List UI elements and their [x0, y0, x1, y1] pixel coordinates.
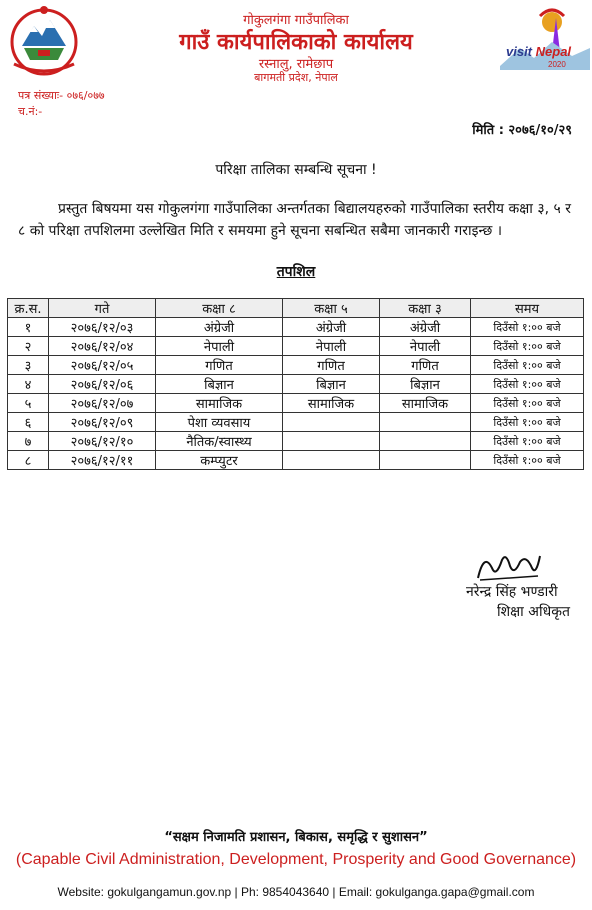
- cell-sn: ७: [8, 432, 49, 451]
- cell-class-8: सामाजिक: [156, 394, 283, 413]
- cell-class-8: नैतिक/स्वास्थ्य: [156, 432, 283, 451]
- cell-class-3: [380, 451, 471, 470]
- signatory-post: शिक्षा अधिकृत: [497, 604, 570, 620]
- cell-class-3: [380, 432, 471, 451]
- cell-time: दिउँसो १:०० बजे: [471, 451, 584, 470]
- cell-class-5: सामाजिक: [283, 394, 380, 413]
- cell-class-5: बिज्ञान: [283, 375, 380, 394]
- cell-class-5: [283, 451, 380, 470]
- cell-date: २०७६/१२/११: [49, 451, 156, 470]
- letter-date: मिति : २०७६/१०/२९: [472, 123, 572, 138]
- cell-date: २०७६/१२/०७: [49, 394, 156, 413]
- cell-date: २०७६/१२/०५: [49, 356, 156, 375]
- header-sn: क्र.स.: [8, 299, 49, 318]
- exam-schedule-table: [7, 298, 584, 470]
- cell-time: दिउँसो १:०० बजे: [471, 318, 584, 337]
- header-date: गते: [49, 299, 156, 318]
- notice-body: प्रस्तुत बिषयमा यस गोकुलगंगा गाउँपालिका अन्तर्गतका बिद्यालयहरुको गाउँपालिका स्तरीय कक्षा ३, ५ र ८ को परिक्षा तपशिलमा उल्लेखित मिति र समयमा हुने सूचना सबन्धित सबैमा जानकारी गराइन्छ ।: [18, 201, 571, 239]
- cell-time: दिउँसो १:०० बजे: [471, 375, 584, 394]
- cell-sn: ४: [8, 375, 49, 394]
- cell-time: दिउँसो १:०० बजे: [471, 413, 584, 432]
- cell-date: २०७६/१२/१०: [49, 432, 156, 451]
- cell-class-8: कम्प्युटर: [156, 451, 283, 470]
- header-class-5: कक्षा ५: [283, 299, 380, 318]
- header-time: समय: [471, 299, 584, 318]
- table-row: [8, 375, 584, 394]
- cell-class-5: गणित: [283, 356, 380, 375]
- cell-time: दिउँसो १:०० बजे: [471, 394, 584, 413]
- cell-class-8: गणित: [156, 356, 283, 375]
- cell-class-3: नेपाली: [380, 337, 471, 356]
- table-header-row: [8, 299, 584, 318]
- cell-sn: २: [8, 337, 49, 356]
- cell-class-8: अंग्रेजी: [156, 318, 283, 337]
- cell-class-8: नेपाली: [156, 337, 283, 356]
- table-row: [8, 432, 584, 451]
- cell-date: २०७६/१२/०४: [49, 337, 156, 356]
- table-row: [8, 451, 584, 470]
- footer-english-motto: (Capable Civil Administration, Development, Prosperity and Good Governance): [15, 851, 577, 868]
- visit-nepal-year: 2020: [548, 60, 566, 69]
- cell-date: २०७६/१२/०६: [49, 375, 156, 394]
- cell-time: दिउँसो १:०० बजे: [471, 337, 584, 356]
- cell-sn: ३: [8, 356, 49, 375]
- cell-class-3: अंग्रेजी: [380, 318, 471, 337]
- cell-class-3: बिज्ञान: [380, 375, 471, 394]
- cell-time: दिउँसो १:०० बजे: [471, 432, 584, 451]
- cell-sn: १: [8, 318, 49, 337]
- cell-date: २०७६/१२/०९: [49, 413, 156, 432]
- table-row: [8, 337, 584, 356]
- table-row: [8, 394, 584, 413]
- cell-class-5: [283, 413, 380, 432]
- schedule-heading: तपशिल: [276, 264, 316, 280]
- notice-subject: परिक्षा तालिका सम्बन्धि सूचना !: [215, 162, 377, 178]
- table-row: [8, 318, 584, 337]
- cell-class-5: नेपाली: [283, 337, 380, 356]
- cell-class-8: बिज्ञान: [156, 375, 283, 394]
- cell-date: २०७६/१२/०३: [49, 318, 156, 337]
- signatory-name: नरेन्द्र सिंह भण्डारी: [466, 584, 558, 600]
- cell-sn: ८: [8, 451, 49, 470]
- province-address: बागमती प्रदेश, नेपाल: [254, 71, 338, 84]
- table-row: [8, 356, 584, 375]
- footer-contact-info: Website: gokulgangamun.gov.np | Ph: 9854043640 | Email: gokulganga.gapa@gmail.com: [57, 885, 535, 899]
- cell-sn: ६: [8, 413, 49, 432]
- cell-class-5: अंग्रेजी: [283, 318, 380, 337]
- cell-class-3: [380, 413, 471, 432]
- dispatch-number: च.नं:-: [18, 105, 43, 118]
- cell-sn: ५: [8, 394, 49, 413]
- cell-time: दिउँसो १:०० बजे: [471, 356, 584, 375]
- municipality-name: गोकुलगंगा गाउँपालिका: [243, 13, 349, 28]
- table-row: [8, 413, 584, 432]
- footer-motto: “सक्षम निजामति प्रशासन, बिकास, समृद्धि र सुशासन”: [164, 830, 428, 845]
- letter-reference-number: पत्र संख्याः- ०७६/०७७: [18, 89, 105, 102]
- cell-class-8: पेशा व्यवसाय: [156, 413, 283, 432]
- office-title: गाउँ कार्यपालिकाको कार्यालय: [179, 30, 413, 55]
- cell-class-5: [283, 432, 380, 451]
- cell-class-3: गणित: [380, 356, 471, 375]
- handwritten-signature: [474, 548, 544, 584]
- header-class-8: कक्षा ८: [156, 299, 283, 318]
- visit-nepal-text: visit Nepal: [506, 44, 572, 59]
- office-address: रस्नालु, रामेछाप: [258, 57, 334, 72]
- header-class-3: कक्षा ३: [380, 299, 471, 318]
- cell-class-3: सामाजिक: [380, 394, 471, 413]
